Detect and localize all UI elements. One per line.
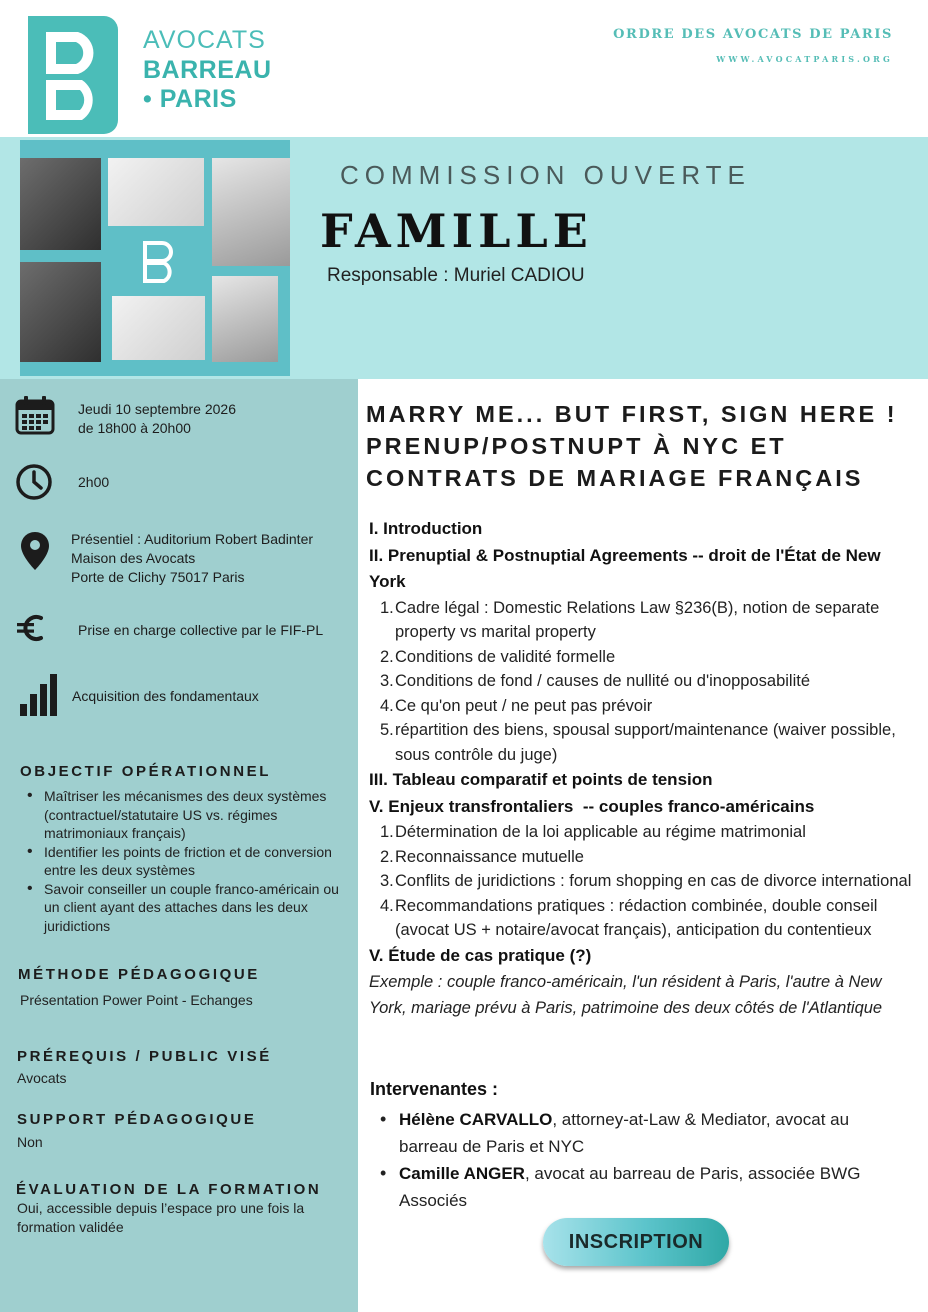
methode-text: Présentation Power Point - Echanges <box>20 992 253 1008</box>
program-title: MARRY ME... BUT FIRST, SIGN HERE ! PRENUP/POSTNUPT À NYC ET CONTRATS DE MARIAGE FRANÇAIS <box>366 401 898 491</box>
list-item: • Savoir conseiller un couple franco-américain ou un client ayant des attaches dans les deux juridictions <box>24 880 344 936</box>
list-item <box>380 1106 905 1160</box>
program-heading: I. Introduction <box>369 519 483 538</box>
program-body <box>369 516 919 1021</box>
support-text: Non <box>17 1134 43 1150</box>
photo-ornament <box>108 158 204 226</box>
page-header <box>0 0 928 137</box>
objectif-heading: OBJECTIF OPÉRATIONNEL <box>20 763 271 780</box>
prerequis-heading: PRÉREQUIS / PUBLIC VISÉ <box>17 1048 272 1065</box>
photo-mother-child <box>212 276 278 362</box>
evaluation-line: formation validée <box>17 1219 124 1235</box>
support-heading: SUPPORT PÉDAGOGIQUE <box>17 1111 257 1128</box>
collage-logo-icon <box>142 240 176 284</box>
list-item: 3. Conflits de juridictions : forum shopping en cas de divorce international <box>380 872 912 890</box>
logo-line-avocats: AVOCATS <box>143 26 266 54</box>
funding-text: Prise en charge collective par le FIF-PL <box>78 622 324 638</box>
list-item <box>380 1160 905 1214</box>
prerequis-text: Avocats <box>17 1070 67 1086</box>
program-heading: V. Enjeux transfrontaliers -- couples franco-américains <box>369 796 815 816</box>
logo-line-paris: • PARIS <box>143 85 237 113</box>
program-list-cross-border <box>369 820 919 943</box>
photo-couple <box>20 262 101 362</box>
location-line: Présentiel : Auditorium Robert Badinter <box>71 531 314 547</box>
objectif-list <box>24 787 344 935</box>
duration-text: 2h00 <box>78 474 110 490</box>
location-line: Porte de Clichy 75017 Paris <box>71 569 245 585</box>
logo-line-barreau: BARREAU <box>143 55 272 84</box>
intervenants-list <box>380 1106 905 1214</box>
list-item: 1. Cadre légal : Domestic Relations Law §236(B), notion de separate property vs marital property <box>380 598 880 641</box>
case-example: Exemple : couple franco-américain, l'un résident à Paris, l'autre à New York, mariage prévu à Paris, patrimoine des deux côtés de l'Atlantique <box>369 973 883 1017</box>
methode-heading: MÉTHODE PÉDAGOGIQUE <box>18 966 260 983</box>
date-line: Jeudi 10 septembre 2026 <box>78 401 236 417</box>
evaluation-line: Oui, accessible depuis l’espace pro une fois la <box>17 1200 305 1216</box>
list-item: 4. Recommandations pratiques : rédaction combinée, double conseil (avocat US + notaire/avocat français), anticipation du contentieux <box>380 896 878 939</box>
date-text <box>78 400 236 438</box>
page-title: FAMILLE <box>320 204 593 258</box>
speaker-name: Hélène CARVALLO <box>399 1110 553 1129</box>
list-item: 1. Détermination de la loi applicable au régime matrimonial <box>380 823 806 841</box>
list-item: 5. répartition des biens, spousal support/maintenance (waiver possible, sous contrôle du juge) <box>380 721 896 764</box>
evaluation-heading: ÉVALUATION DE LA FORMATION <box>16 1181 322 1198</box>
program-heading: II. Prenuptial & Postnuptial Agreements -- droit de l'État de New York <box>369 545 881 591</box>
barreau-logo-icon <box>28 16 118 134</box>
time-line: de 18h00 à 20h00 <box>78 420 191 436</box>
program-list-ny <box>369 596 919 768</box>
ordre-url-link[interactable]: WWW.AVOCATPARIS.ORG <box>716 54 893 64</box>
banner-kicker: COMMISSION OUVERTE <box>340 160 751 190</box>
list-item: 2. Conditions de validité formelle <box>380 647 616 666</box>
ordre-title: ORDRE DES AVOCATS DE PARIS <box>613 27 893 42</box>
intervenants-heading: Intervenantes : <box>370 1079 499 1099</box>
photo-collage <box>20 140 290 376</box>
program-heading: III. Tableau comparatif et points de tension <box>369 770 713 789</box>
evaluation-text <box>17 1199 304 1237</box>
logo-wordmark <box>143 26 272 115</box>
clock-icon <box>15 463 53 501</box>
list-item: • Identifier les points de friction et de conversion entre les deux systèmes <box>24 843 344 880</box>
program-heading: V. Étude de cas pratique (?) <box>369 945 592 965</box>
list-item: • Maîtriser les mécanismes des deux systèmes (contractuel/statutaire US vs. régimes matrimoniaux français) <box>24 787 344 843</box>
list-item: 2. Reconnaissance mutuelle <box>380 847 584 866</box>
photo-skyline <box>212 158 290 266</box>
speaker-desc: , avocat au barreau de Paris, associée BWG Associés <box>399 1164 861 1210</box>
inscription-button[interactable]: INSCRIPTION <box>543 1218 729 1266</box>
level-text: Acquisition des fondamentaux <box>72 688 259 704</box>
euro-icon <box>17 613 45 643</box>
location-line: Maison des Avocats <box>71 550 196 566</box>
ordre-block <box>613 27 893 64</box>
responsable-label: Responsable : Muriel CADIOU <box>327 265 585 286</box>
list-item: 3. Conditions de fond / causes de nullité ou d'inopposabilité <box>380 672 811 690</box>
speaker-name: Camille ANGER <box>399 1164 525 1183</box>
location-pin-icon <box>20 531 50 571</box>
level-bars-icon <box>20 674 57 716</box>
list-item: 4. Ce qu'on peut / ne peut pas prévoir <box>380 696 653 715</box>
speaker-desc: , attorney-at-Law & Mediator, avocat au barreau de Paris et NYC <box>399 1110 850 1156</box>
location-text <box>71 530 313 587</box>
photo-family <box>20 158 101 250</box>
calendar-icon <box>15 395 55 435</box>
photo-stairs <box>112 296 205 360</box>
